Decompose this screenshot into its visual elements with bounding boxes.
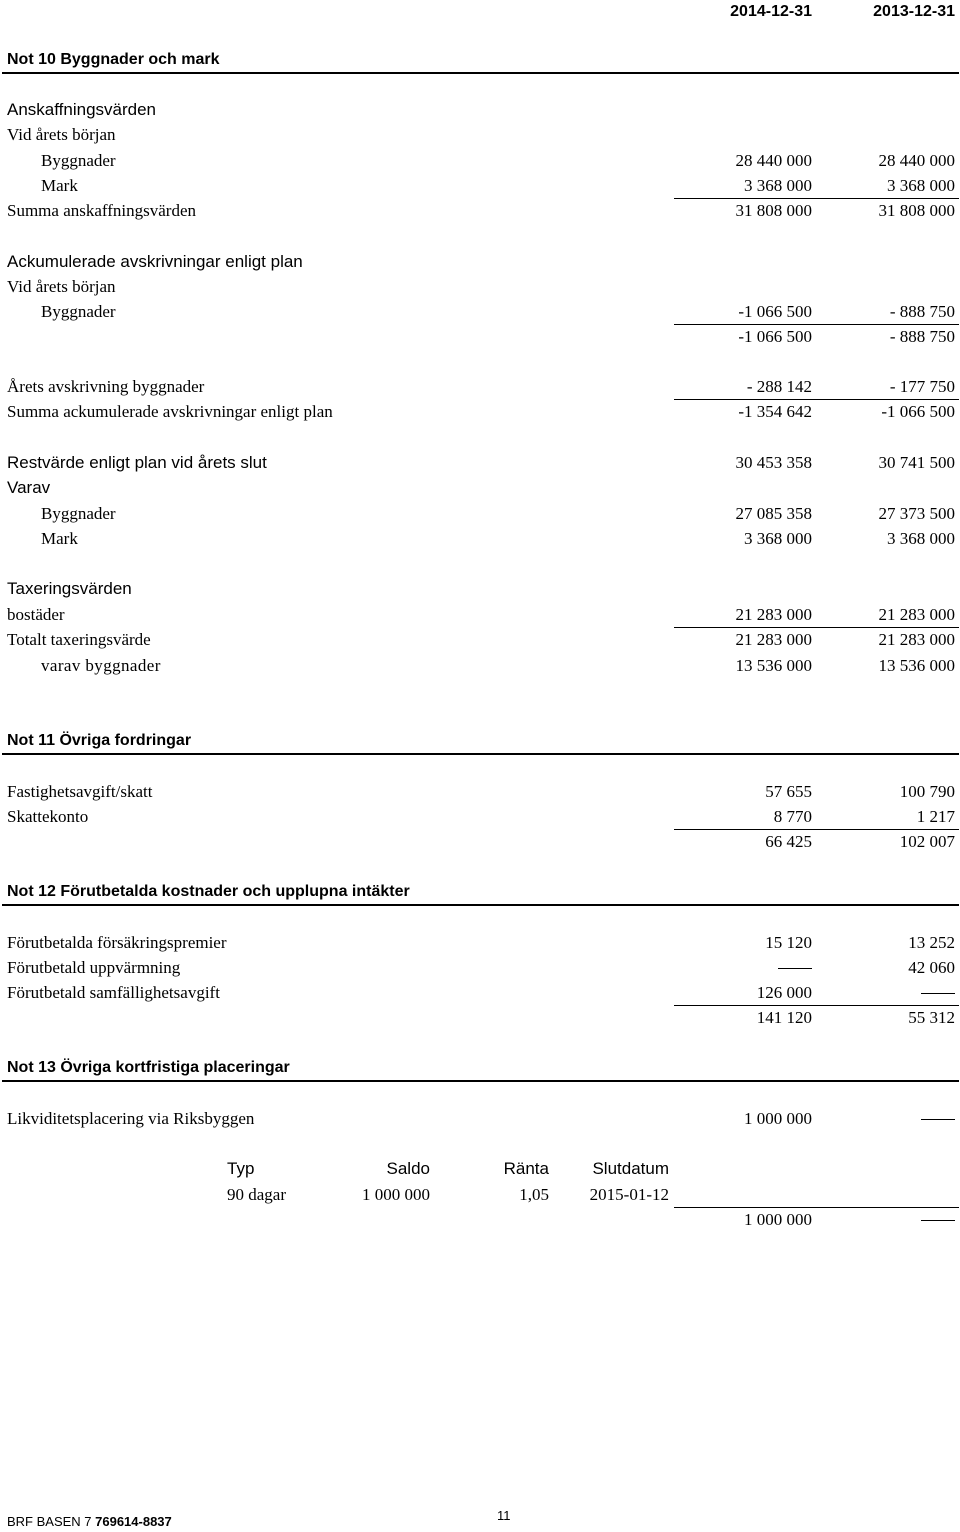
note-13-title: Not 13 Övriga kortfristiga placeringar bbox=[7, 1059, 290, 1076]
n13-table-header-rate: Ränta bbox=[503, 1159, 549, 1178]
n11-fee-2014: 57 655 bbox=[765, 782, 812, 801]
footer-page-number: 11 bbox=[497, 1508, 511, 1523]
note-13-title-row bbox=[0, 1056, 960, 1080]
n13-table-header-end-date: Slutdatum bbox=[592, 1159, 669, 1178]
dep-heading: Ackumulerade avskrivningar enligt plan bbox=[7, 252, 303, 271]
n12-total-row bbox=[0, 1006, 960, 1030]
tax-housing-2013: 21 283 000 bbox=[878, 605, 955, 624]
dep-start-row bbox=[0, 275, 960, 299]
note-10-rule bbox=[2, 72, 959, 74]
tax-buildings-2014: 13 536 000 bbox=[735, 656, 812, 675]
dep-heading-row bbox=[0, 250, 960, 274]
n13-placement-row bbox=[0, 1107, 960, 1131]
acq-buildings-2014: 28 440 000 bbox=[735, 151, 812, 170]
n12-heating-2013: 42 060 bbox=[908, 958, 955, 977]
acq-land-row bbox=[0, 174, 960, 198]
dep-year-2013: - 177 750 bbox=[889, 377, 955, 396]
note-13-rule bbox=[2, 1080, 959, 1082]
n13-placement-label: Likviditetsplacering via Riksbyggen bbox=[7, 1109, 255, 1128]
note-11-title: Not 11 Övriga fordringar bbox=[7, 732, 192, 749]
n12-heating-label: Förutbetald uppvärmning bbox=[7, 958, 181, 977]
note-10-title-row bbox=[0, 48, 960, 72]
acq-land-label: Mark bbox=[41, 176, 78, 195]
note-11-rule bbox=[2, 753, 959, 755]
dep-subtotal-2013: - 888 750 bbox=[889, 327, 955, 346]
acq-total-row bbox=[0, 199, 960, 223]
tax-housing-label: bostäder bbox=[7, 605, 65, 624]
tax-buildings-label: varav byggnader bbox=[41, 656, 161, 675]
acq-land-2014: 3 368 000 bbox=[744, 176, 812, 195]
n13-total-2013-dash bbox=[921, 1220, 955, 1221]
n12-heating-2014-dash bbox=[778, 968, 812, 969]
residual-row bbox=[0, 451, 960, 475]
n13-table-cell-end-date: 2015-01-12 bbox=[589, 1185, 669, 1204]
res-land-2013: 3 368 000 bbox=[887, 529, 955, 548]
dep-buildings-row bbox=[0, 300, 960, 324]
note-12-title: Not 12 Förutbetalda kostnader och upplupna intäkter bbox=[7, 883, 410, 900]
n11-tax-account-2014: 8 770 bbox=[773, 807, 812, 826]
dep-year-2014: - 288 142 bbox=[746, 377, 812, 396]
n12-insurance-label: Förutbetalda försäkringspremier bbox=[7, 933, 227, 952]
n12-heating-row bbox=[0, 956, 960, 980]
acq-buildings-2013: 28 440 000 bbox=[878, 151, 955, 170]
dep-total-label: Summa ackumulerade avskrivningar enligt plan bbox=[7, 402, 333, 421]
n12-association-row bbox=[0, 981, 960, 1005]
tax-total-2013: 21 283 000 bbox=[878, 630, 955, 649]
acq-heading: Anskaffningsvärden bbox=[7, 100, 157, 119]
n12-association-2013-dash bbox=[921, 993, 955, 994]
note-12-title-row bbox=[0, 880, 960, 904]
n12-association-label: Förutbetald samfällighetsavgift bbox=[7, 983, 220, 1002]
res-buildings-label: Byggnader bbox=[41, 504, 116, 523]
dep-subtotal-2014: -1 066 500 bbox=[738, 327, 812, 346]
n11-tax-account-2013: 1 217 bbox=[916, 807, 955, 826]
n11-tax-account-row bbox=[0, 805, 960, 829]
n13-total-row bbox=[0, 1208, 960, 1232]
dep-total-2014: -1 354 642 bbox=[738, 402, 812, 421]
acq-total-label: Summa anskaffningsvärden bbox=[7, 201, 197, 220]
acq-total-2014: 31 808 000 bbox=[735, 201, 812, 220]
footer-org-name: BRF BASEN 7 bbox=[7, 1514, 96, 1529]
res-land-label: Mark bbox=[41, 529, 78, 548]
footer-org bbox=[7, 1514, 172, 1529]
note-10-title: Not 10 Byggnader och mark bbox=[7, 51, 220, 68]
note-12-rule bbox=[2, 904, 959, 906]
tax-total-label: Totalt taxeringsvärde bbox=[7, 630, 151, 649]
res-land-2014: 3 368 000 bbox=[744, 529, 812, 548]
dep-buildings-label: Byggnader bbox=[41, 302, 116, 321]
n11-tax-account-label: Skattekonto bbox=[7, 807, 89, 826]
acq-start-label: Vid årets början bbox=[7, 125, 116, 144]
acq-buildings-label: Byggnader bbox=[41, 151, 116, 170]
tax-total-2014: 21 283 000 bbox=[735, 630, 812, 649]
residual-label: Restvärde enligt plan vid årets slut bbox=[7, 453, 267, 472]
tax-housing-row bbox=[0, 603, 960, 627]
n13-table-header-type: Typ bbox=[227, 1159, 255, 1178]
n11-total-row bbox=[0, 830, 960, 854]
dep-total-row bbox=[0, 400, 960, 424]
acq-start-row bbox=[0, 123, 960, 147]
note-11-title-row bbox=[0, 729, 960, 753]
tax-buildings-row bbox=[0, 654, 960, 678]
dep-year-label: Årets avskrivning byggnader bbox=[7, 377, 205, 396]
acq-total-2013: 31 808 000 bbox=[878, 201, 955, 220]
tax-heading-row bbox=[0, 577, 960, 601]
tax-total-row bbox=[0, 628, 960, 652]
n13-table-cell-rate: 1,05 bbox=[519, 1185, 549, 1204]
n13-table-cell-type: 90 dagar bbox=[227, 1185, 287, 1204]
footer-org-number: 769614-8837 bbox=[95, 1514, 172, 1529]
dep-buildings-2013: - 888 750 bbox=[889, 302, 955, 321]
dep-buildings-2014: -1 066 500 bbox=[738, 302, 812, 321]
n11-total-2014: 66 425 bbox=[765, 832, 812, 851]
n12-insurance-row bbox=[0, 931, 960, 955]
n12-total-2014: 141 120 bbox=[756, 1008, 812, 1027]
n13-table-header-balance: Saldo bbox=[386, 1159, 430, 1178]
n12-insurance-2014: 15 120 bbox=[765, 933, 812, 952]
acq-heading-row bbox=[0, 98, 960, 122]
res-buildings-2014: 27 085 358 bbox=[735, 504, 812, 523]
residual-2014: 30 453 358 bbox=[735, 453, 812, 472]
n13-placement-2013-dash bbox=[921, 1119, 955, 1120]
dep-start-label: Vid årets början bbox=[7, 277, 116, 296]
n11-total-2013: 102 007 bbox=[899, 832, 955, 851]
res-buildings-2013: 27 373 500 bbox=[878, 504, 955, 523]
res-land-row bbox=[0, 527, 960, 551]
res-buildings-row bbox=[0, 502, 960, 526]
dep-subtotal-row bbox=[0, 325, 960, 349]
dep-year-row bbox=[0, 375, 960, 399]
column-header-row bbox=[0, 0, 960, 24]
n11-fee-row bbox=[0, 780, 960, 804]
n12-association-2014: 126 000 bbox=[756, 983, 812, 1002]
column-header-2013: 2013-12-31 bbox=[873, 3, 955, 20]
n11-fee-label: Fastighetsavgift/skatt bbox=[7, 782, 153, 801]
n12-insurance-2013: 13 252 bbox=[908, 933, 955, 952]
n12-total-2013: 55 312 bbox=[908, 1008, 955, 1027]
acq-buildings-row bbox=[0, 149, 960, 173]
n13-table-cell-balance: 1 000 000 bbox=[362, 1185, 430, 1204]
tax-buildings-2013: 13 536 000 bbox=[878, 656, 955, 675]
column-header-2014: 2014-12-31 bbox=[730, 3, 812, 20]
n13-placement-2014: 1 000 000 bbox=[744, 1109, 812, 1128]
of-which-label: Varav bbox=[7, 478, 51, 497]
of-which-row bbox=[0, 476, 960, 500]
tax-heading: Taxeringsvärden bbox=[7, 579, 132, 598]
n13-total-2014: 1 000 000 bbox=[744, 1210, 812, 1229]
acq-land-2013: 3 368 000 bbox=[887, 176, 955, 195]
residual-2013: 30 741 500 bbox=[878, 453, 955, 472]
dep-total-2013: -1 066 500 bbox=[881, 402, 955, 421]
tax-housing-2014: 21 283 000 bbox=[735, 605, 812, 624]
n11-fee-2013: 100 790 bbox=[899, 782, 955, 801]
